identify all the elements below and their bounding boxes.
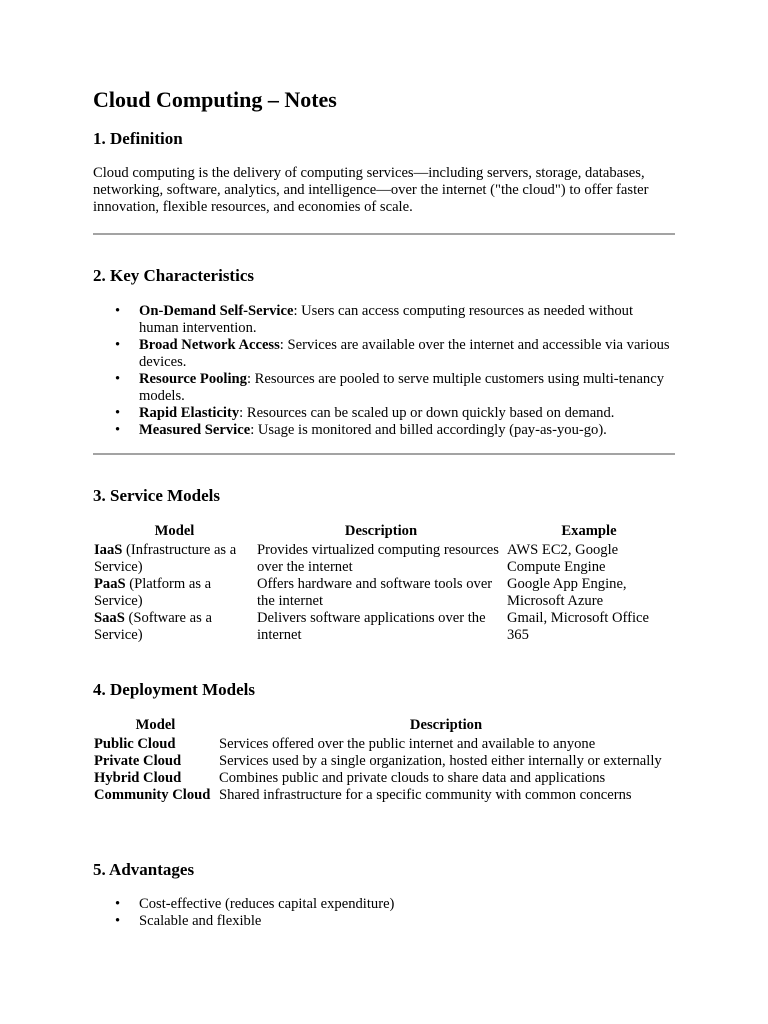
section-heading-advantages: 5. Advantages bbox=[93, 860, 195, 879]
characteristic-term: Measured Service bbox=[139, 422, 251, 438]
model-cell bbox=[93, 610, 256, 644]
column-header-description: Description bbox=[409, 717, 483, 733]
table-row bbox=[93, 610, 672, 644]
model-full-name: (Software as a Service) bbox=[94, 610, 212, 643]
table-row bbox=[93, 787, 674, 804]
table-row bbox=[93, 770, 674, 787]
characteristic-term: Broad Network Access bbox=[139, 337, 280, 353]
model-cell bbox=[93, 736, 218, 753]
description-cell: Provides virtualized computing resources over the internet bbox=[257, 542, 499, 575]
characteristic-term: Rapid Elasticity bbox=[139, 405, 240, 421]
section-divider bbox=[93, 453, 675, 455]
table-row bbox=[93, 736, 674, 753]
deployment-models-table bbox=[93, 717, 674, 804]
model-abbr: IaaS bbox=[94, 542, 123, 558]
table-row bbox=[93, 753, 674, 770]
characteristics-list bbox=[93, 303, 675, 439]
characteristic-text: : Users can access computing resources as needed without human intervention. bbox=[139, 303, 634, 336]
example-cell: Google App Engine, Microsoft Azure bbox=[507, 576, 627, 609]
section-divider bbox=[93, 233, 675, 235]
deployment-model-name: Public Cloud bbox=[94, 736, 176, 752]
list-item bbox=[93, 422, 675, 439]
advantages-list bbox=[93, 896, 675, 930]
table-header-row bbox=[93, 523, 672, 542]
model-cell bbox=[93, 787, 218, 804]
description-cell: Services offered over the public internet and available to anyone bbox=[219, 736, 596, 752]
deployment-model-name: Private Cloud bbox=[94, 753, 182, 769]
model-cell bbox=[93, 542, 256, 576]
model-cell bbox=[93, 770, 218, 787]
characteristic-text: : Services are available over the internet and accessible via various devices. bbox=[139, 337, 670, 370]
description-cell: Delivers software applications over the internet bbox=[257, 610, 486, 643]
column-header-description: Description bbox=[344, 523, 418, 539]
list-item: • Cost-effective (reduces capital expenditure) bbox=[93, 896, 675, 913]
model-full-name: (Platform as a Service) bbox=[94, 576, 212, 609]
section-heading-definition: 1. Definition bbox=[93, 129, 183, 148]
characteristic-term: Resource Pooling bbox=[139, 371, 247, 387]
page-title: Cloud Computing – Notes bbox=[93, 87, 337, 112]
column-header-model: Model bbox=[154, 523, 195, 539]
column-header-example: Example bbox=[561, 523, 617, 539]
model-cell bbox=[93, 753, 218, 770]
example-cell: AWS EC2, Google Compute Engine bbox=[507, 542, 619, 575]
list-item: • Scalable and flexible bbox=[93, 913, 675, 930]
model-abbr: PaaS bbox=[94, 576, 126, 592]
model-full-name: (Infrastructure as a Service) bbox=[94, 542, 237, 575]
example-cell: Gmail, Microsoft Office 365 bbox=[507, 610, 649, 643]
description-cell: Services used by a single organization, hosted either internally or externally bbox=[219, 753, 662, 769]
list-item bbox=[93, 371, 675, 405]
section-heading-service-models: 3. Service Models bbox=[93, 486, 220, 505]
characteristic-text: : Resources are pooled to serve multiple customers using multi-tenancy models. bbox=[139, 371, 665, 404]
table-header-row bbox=[93, 717, 674, 736]
section-heading-deployment-models: 4. Deployment Models bbox=[93, 680, 255, 699]
list-item bbox=[93, 303, 675, 337]
description-cell: Offers hardware and software tools over the internet bbox=[257, 576, 493, 609]
list-item bbox=[93, 337, 675, 371]
service-models-table bbox=[93, 523, 672, 644]
column-header-model: Model bbox=[135, 717, 176, 733]
table-row bbox=[93, 542, 672, 576]
characteristic-term: On-Demand Self-Service bbox=[139, 303, 294, 319]
deployment-model-name: Hybrid Cloud bbox=[94, 770, 182, 786]
characteristic-text: : Usage is monitored and billed accordingly (pay-as-you-go). bbox=[250, 422, 607, 438]
table-row bbox=[93, 576, 672, 610]
list-item bbox=[93, 405, 675, 422]
description-cell: Shared infrastructure for a specific community with common concerns bbox=[219, 787, 632, 803]
deployment-model-name: Community Cloud bbox=[94, 787, 211, 803]
model-cell bbox=[93, 576, 256, 610]
characteristic-text: : Resources can be scaled up or down quickly based on demand. bbox=[239, 405, 615, 421]
description-cell: Combines public and private clouds to share data and applications bbox=[219, 770, 606, 786]
definition-text: Cloud computing is the delivery of computing services—including servers, storage, databases, networking, software, analytics, and intelligence—over the internet ("the cloud") to offer faster innovation, flexible resources, and economies of scale. bbox=[93, 165, 649, 215]
model-abbr: SaaS bbox=[94, 610, 125, 626]
section-heading-characteristics: 2. Key Characteristics bbox=[93, 266, 254, 285]
